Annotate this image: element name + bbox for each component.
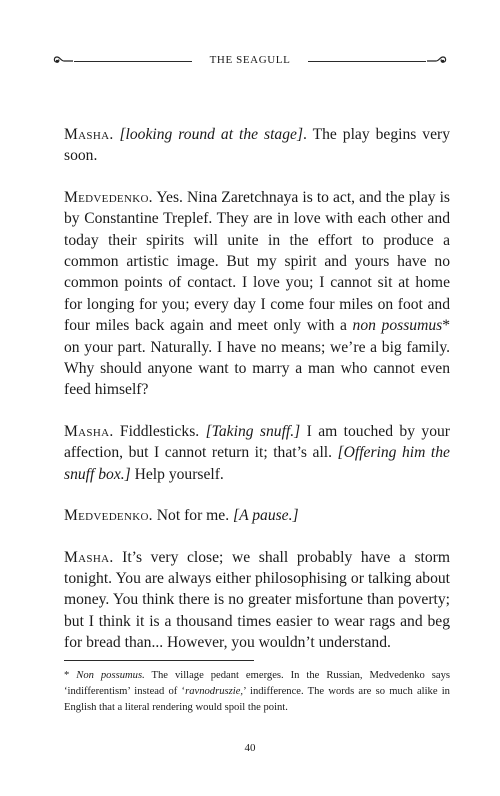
dialogue-paragraph <box>64 421 450 485</box>
dialogue-paragraph <box>64 547 450 654</box>
dialogue-text: Not for me. <box>152 507 234 525</box>
footnote-rule <box>64 660 254 661</box>
stage-direction: [Offering him the snuff box.] <box>64 444 450 483</box>
latin-phrase: non possumus <box>352 317 443 335</box>
flourish-ornament-left-icon <box>52 52 74 70</box>
stage-direction: [A pause.] <box>233 507 299 525</box>
speaker-name: Medvedenko. <box>64 188 153 206</box>
dialogue-text: . The play begins very soon. <box>64 126 450 165</box>
dialogue-text: Yes. Nina Zaretchnaya is to act, and the play is by Constantine Treplef. They are in love with each other and today their spirits will unite in the effort to produce a common artistic image. But my spirit and yours have no common points of contact. I love you; I cannot sit at home for longing for you; every day I come four miles on foot and four miles back again and meet only with a <box>64 188 450 335</box>
dialogue-text: Fiddlesticks. <box>113 422 206 440</box>
dialogue-text: Help yourself. <box>130 465 224 483</box>
footnote-marker: * <box>64 670 77 681</box>
play-dialogue <box>64 124 450 674</box>
dialogue-text: * on your part. Naturally. I have no means; we’re a big family. Why should anyone want to marry a man who cannot even feed himself? <box>64 317 450 399</box>
footnote <box>64 668 450 716</box>
speaker-name: Masha. <box>64 126 114 143</box>
page-number: 40 <box>244 742 256 754</box>
speaker-name: Masha. <box>64 548 114 566</box>
dialogue-paragraph <box>64 124 450 167</box>
dialogue-paragraph <box>64 187 450 401</box>
header-rule-left <box>74 61 192 62</box>
footnote-text: ’ indifference. The words are so much alike in English that a literal rendering would spoil the point. <box>64 686 450 713</box>
footnote-text: The village pedant emerges. In the Russian, Medvedenko says ‘indifferentism’ instead of ‘ <box>64 670 450 697</box>
stage-direction: [looking round at the stage] <box>119 126 304 143</box>
running-header <box>52 52 448 70</box>
dialogue-paragraph <box>64 505 450 526</box>
footnote-russian-word: ravnodruszie, <box>185 686 244 697</box>
header-rule-right <box>308 61 426 62</box>
speaker-name: Masha. <box>64 422 114 440</box>
flourish-ornament-right-icon <box>426 52 448 70</box>
footnote-term: Non possumus. <box>76 670 145 681</box>
dialogue-text: I am touched by your affection, but I cannot return it; that’s all. <box>64 422 450 462</box>
dialogue-text: It’s very close; we shall probably have a storm tonight. You are always either philosophising or talking about money. You think there is no greater misfortune than poverty; but I think it is a thousand times easier to wear rags and beg for bread than... However, you wouldn’t understand. <box>64 548 450 652</box>
stage-direction: [Taking snuff.] <box>205 422 301 440</box>
speaker-name: Medvedenko. <box>64 507 153 525</box>
running-title: THE SEAGULL <box>209 54 291 66</box>
